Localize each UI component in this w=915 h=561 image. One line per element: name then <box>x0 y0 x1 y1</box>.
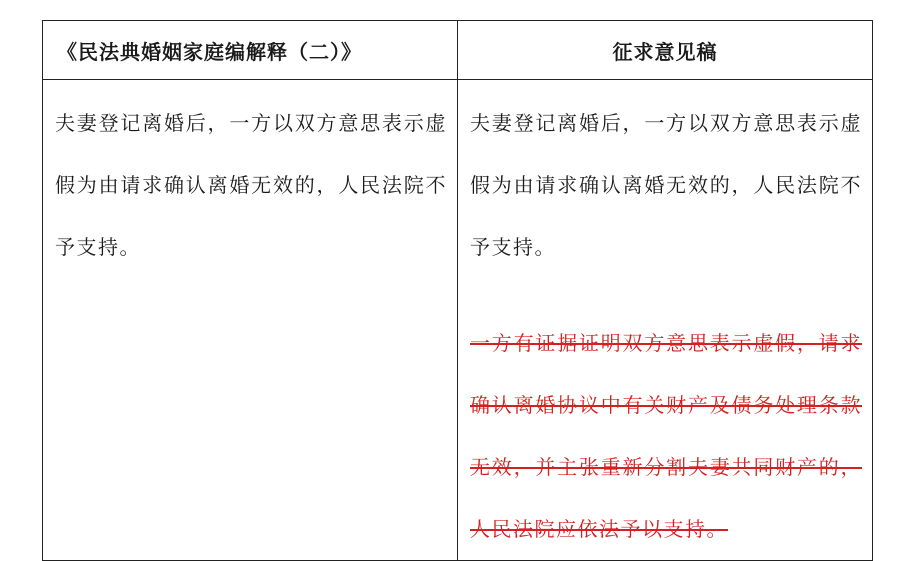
left-body-cell <box>43 80 458 561</box>
right-body-text: 夫妻登记离婚后，一方以双方意思表示虚假为由请求确认离婚无效的，人民法院不予支持。 <box>470 111 862 259</box>
body-row <box>43 80 873 561</box>
header-row <box>43 21 873 80</box>
header-left-cell <box>43 21 458 80</box>
header-right-title: 征求意见稿 <box>612 39 718 64</box>
deleted-text: 一方有证据证明双方意思表示虚假，请求确认离婚协议中有关财产及债务处理条款无效，并主张重新分割夫妻共同财产的，人民法院应依法予以支持。 <box>470 331 862 541</box>
header-right-cell <box>458 21 873 80</box>
comparison-table <box>42 20 873 561</box>
left-body-text: 夫妻登记离婚后，一方以双方意思表示虚假为由请求确认离婚无效的，人民法院不予支持。 <box>55 111 447 259</box>
header-left-title: 《民法典婚姻家庭编解释（二）》 <box>57 39 362 64</box>
paragraph-gap <box>470 278 862 312</box>
right-body-cell <box>458 80 873 561</box>
